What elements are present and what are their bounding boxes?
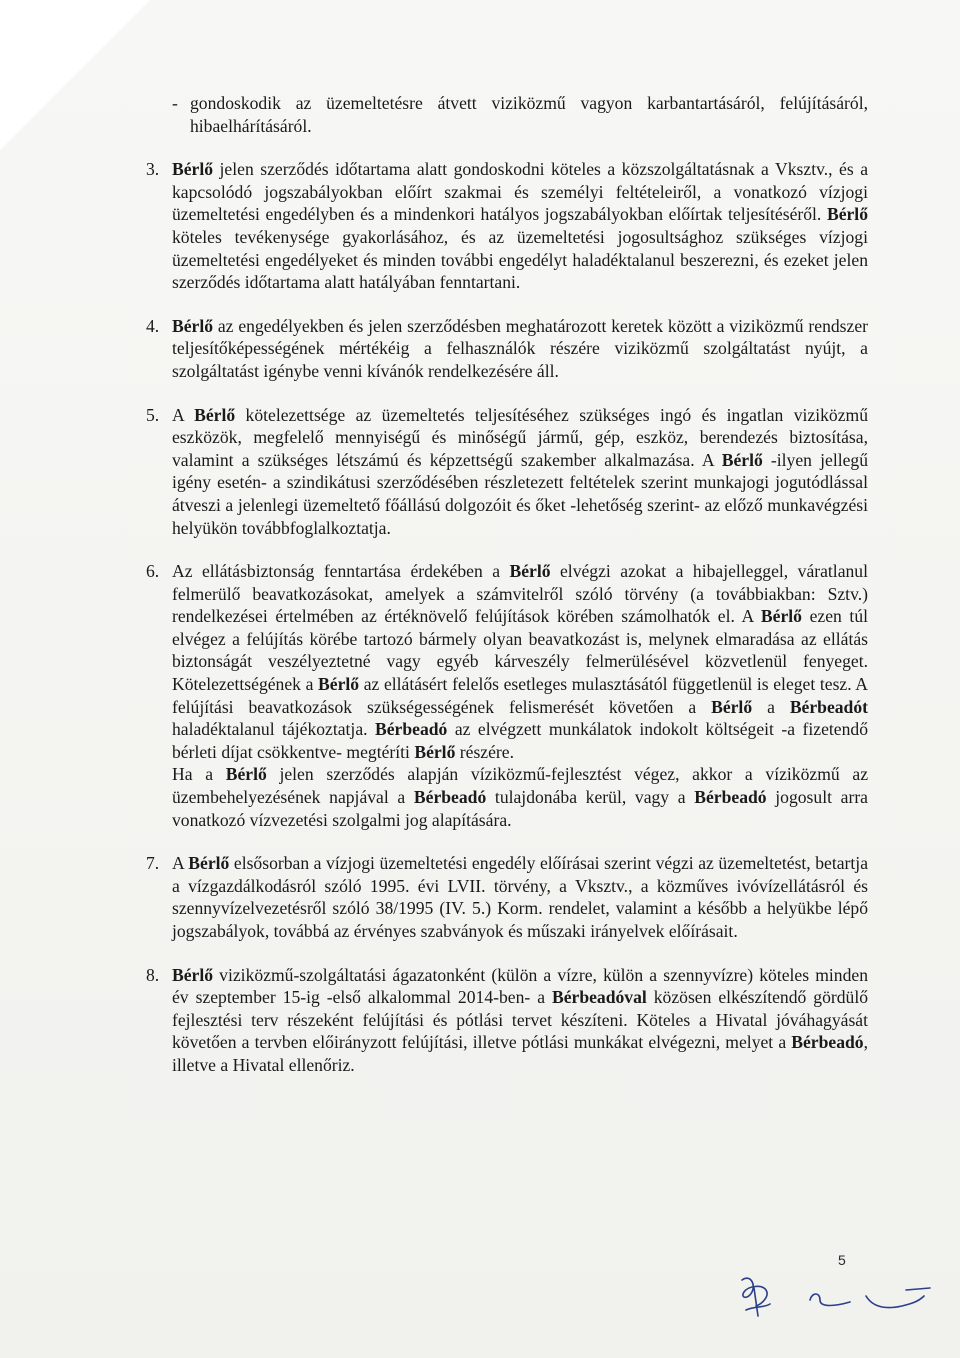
text-run: az elvégzett munkálatok indokolt költségeit -a fizetendő bérleti díjat csökkentve- megtéríti (172, 719, 868, 762)
text-run: Az ellátásbiztonság fenntartása érdekében a (172, 561, 510, 582)
list-item (146, 315, 868, 383)
item-marker: 6. (146, 561, 160, 582)
item-marker: 3. (146, 159, 160, 180)
party-name: Bérlő (760, 606, 802, 627)
text-run: , illetve a Hivatal ellenőriz. (172, 1032, 868, 1075)
text-run: A (172, 404, 195, 425)
text-run: Ha a (172, 764, 226, 785)
party-name: Bérlő (721, 449, 763, 470)
list-item (146, 158, 868, 294)
list-item (146, 964, 869, 1077)
text-run: ezen túl elvégez a felújítás körébe tartozó bármely olyan beavatkozást is, melynek elmaradása az ellátás biztonságát veszélyeztetné vagy egyéb kárveszély felmerülésével közvetlenül fenyeget. Kötelezettségének a (172, 606, 869, 695)
text-run: az ellátásért felelős esetleges mulasztásától függetlenül is eleget tesz. A felújítási beavatkozások szükségességének felismerését követően a (172, 674, 868, 717)
text-run: közösen elkészítendő gördülő fejlesztési terv részeként felújítási és pótlási tervet készíteni. Köteles a Hivatal jóváhagyását követően a tervben előirányzott felújítási, illetve pótlási munkákat elvégezni, melyet a (172, 987, 869, 1053)
document-body (146, 92, 869, 1098)
item-text (172, 964, 868, 1077)
item-marker: 5. (146, 404, 160, 425)
party-name: Bérbeadó (413, 787, 487, 808)
list-item (146, 852, 868, 942)
item-marker: 7. (146, 853, 160, 874)
party-name: Bérbeadó (375, 719, 448, 740)
item-text (172, 852, 868, 942)
signature-icon (806, 1284, 936, 1314)
text-run: viziközmű-szolgáltatási ágazatonként (külön a vízre, külön a szennyvízre) köteles minden év szeptember 15-ig -első alkalommal 2014-ben- a (172, 964, 868, 1008)
party-name: Bérlő (711, 696, 753, 717)
party-name: Bérlő (172, 315, 214, 336)
item-text (172, 315, 868, 383)
item-text (172, 560, 868, 831)
party-name: Bérbeadó (694, 787, 767, 808)
text-run: -ilyen jellegű igény esetén- a szindikátusi szerződésében részletezett feltételek szerint munkajogi jogutódlással átveszi a jelenlegi üzemeltető főállású dolgozóit és őket -lehetőség szerint- az előző munkavégzési helyükön továbbfoglalkoztatja. (172, 449, 868, 538)
party-name: Bérlő (172, 964, 214, 985)
party-name: Bérlő (194, 404, 236, 425)
party-name: Bérlő (188, 853, 230, 874)
list-item (146, 560, 869, 831)
party-name: Bérlő (318, 674, 360, 695)
text-run: a (752, 696, 790, 717)
item-marker: 4. (146, 315, 160, 336)
text-run: jelen szerződés időtartama alatt gondoskodni köteles a közszolgáltatásnak a Vksztv., és a kapcsolódó jogszabályokban előírt szakmai és személyi feltételeiről, a vonatkozó vízjogi üzemeltetési engedélyben és a mindenkori hatályos jogszabályokban előírtak teljesítéséről. (172, 159, 868, 225)
text-run: A (172, 853, 189, 874)
party-name: Bérlő (414, 741, 456, 762)
list-item (146, 404, 868, 540)
item-marker: - (172, 93, 178, 113)
text-run: jelen szerződés alapján víziközmű-fejlesztést végez, akkor a víziközmű az üzembehelyezésének napjával a (172, 764, 869, 808)
text-run: tulajdonába kerül, vagy a (486, 787, 695, 808)
text-run: elsősorban a vízjogi üzemeltetési engedély előírásai szerint végzi az üzemeltetést, betartja a vízgazdálkodásról szóló 1995. évi LVII. törvény, a Vksztv., a közműves ivóvízellátásról és szennyvízelvezetésről szóló 38/1995 (IV. 5.) Korm. rendelet, valamint a később a helyükbe lépő jogszabályok, továbbá az érvényes szabványok és műszaki irányelvek előírásait. (172, 853, 868, 941)
party-name: Bérlő (172, 159, 214, 180)
text-run: részére. (455, 741, 514, 762)
item-text (172, 158, 868, 294)
page-number: 5 (838, 1252, 846, 1268)
folded-corner (0, 0, 150, 150)
text-run: kötelezettsége az üzemeltetés teljesítéséhez szükséges ingó és ingatlan viziközmű eszközök, megfelelő mennyiségű és minőségű jármű, gép, eszköz, berendezés biztosítása, valamint a szükséges létszámú és képzettségű szakember alkalmazása. A (172, 404, 868, 470)
item-marker: 8. (146, 964, 160, 985)
party-name: Bérlő (509, 561, 551, 582)
item-text (172, 404, 868, 540)
list-item (172, 92, 868, 137)
party-name: Bérbeadóval (551, 987, 647, 1008)
text-run: az engedélyekben és jelen szerződésben meghatározott keretek között a viziközmű rendszer teljesítőképességének mértékéig a felhasználók részére viziközmű szolgáltatást nyújt, a szolgáltatást igénybe venni kívánók rendelkezésére áll. (172, 315, 868, 381)
party-name: Bérlő (826, 204, 868, 225)
party-name: Bérbeadót (789, 696, 868, 717)
text-run: köteles tevékenysége gyakorlásához, és az üzemeltetési jogosultsághoz szükséges vízjogi üzemeltetési engedélyeket és minden további engedélyt haladéktalanul beszerezni, és ezeket jelen szerződés időtartama alatt hatályában fenntartani. (172, 226, 868, 293)
item-text: gondoskodik az üzemeltetésre átvett viziközmű vagyon karbantartásáról, felújításáról, hibaelhárításáról. (190, 93, 868, 136)
party-name: Bérlő (225, 764, 267, 785)
party-name: Bérbeadó (791, 1032, 864, 1053)
text-run: haladéktalanul tájékoztatja. (172, 719, 376, 740)
initials-signature-icon (732, 1270, 782, 1320)
text-run: jogosult arra vonatkozó vízvezetési szolgalmi jog alapítására. (172, 787, 868, 830)
text-run: elvégzi azokat a hibajelleggel, váratlanul felmerülő beavatkozásokat, amelyek a számvitelről szóló törvény (a továbbiakban: Sztv.) rendelkezései értelmében az értéknövelő felújítások körében számolhatók el. A (172, 561, 868, 627)
